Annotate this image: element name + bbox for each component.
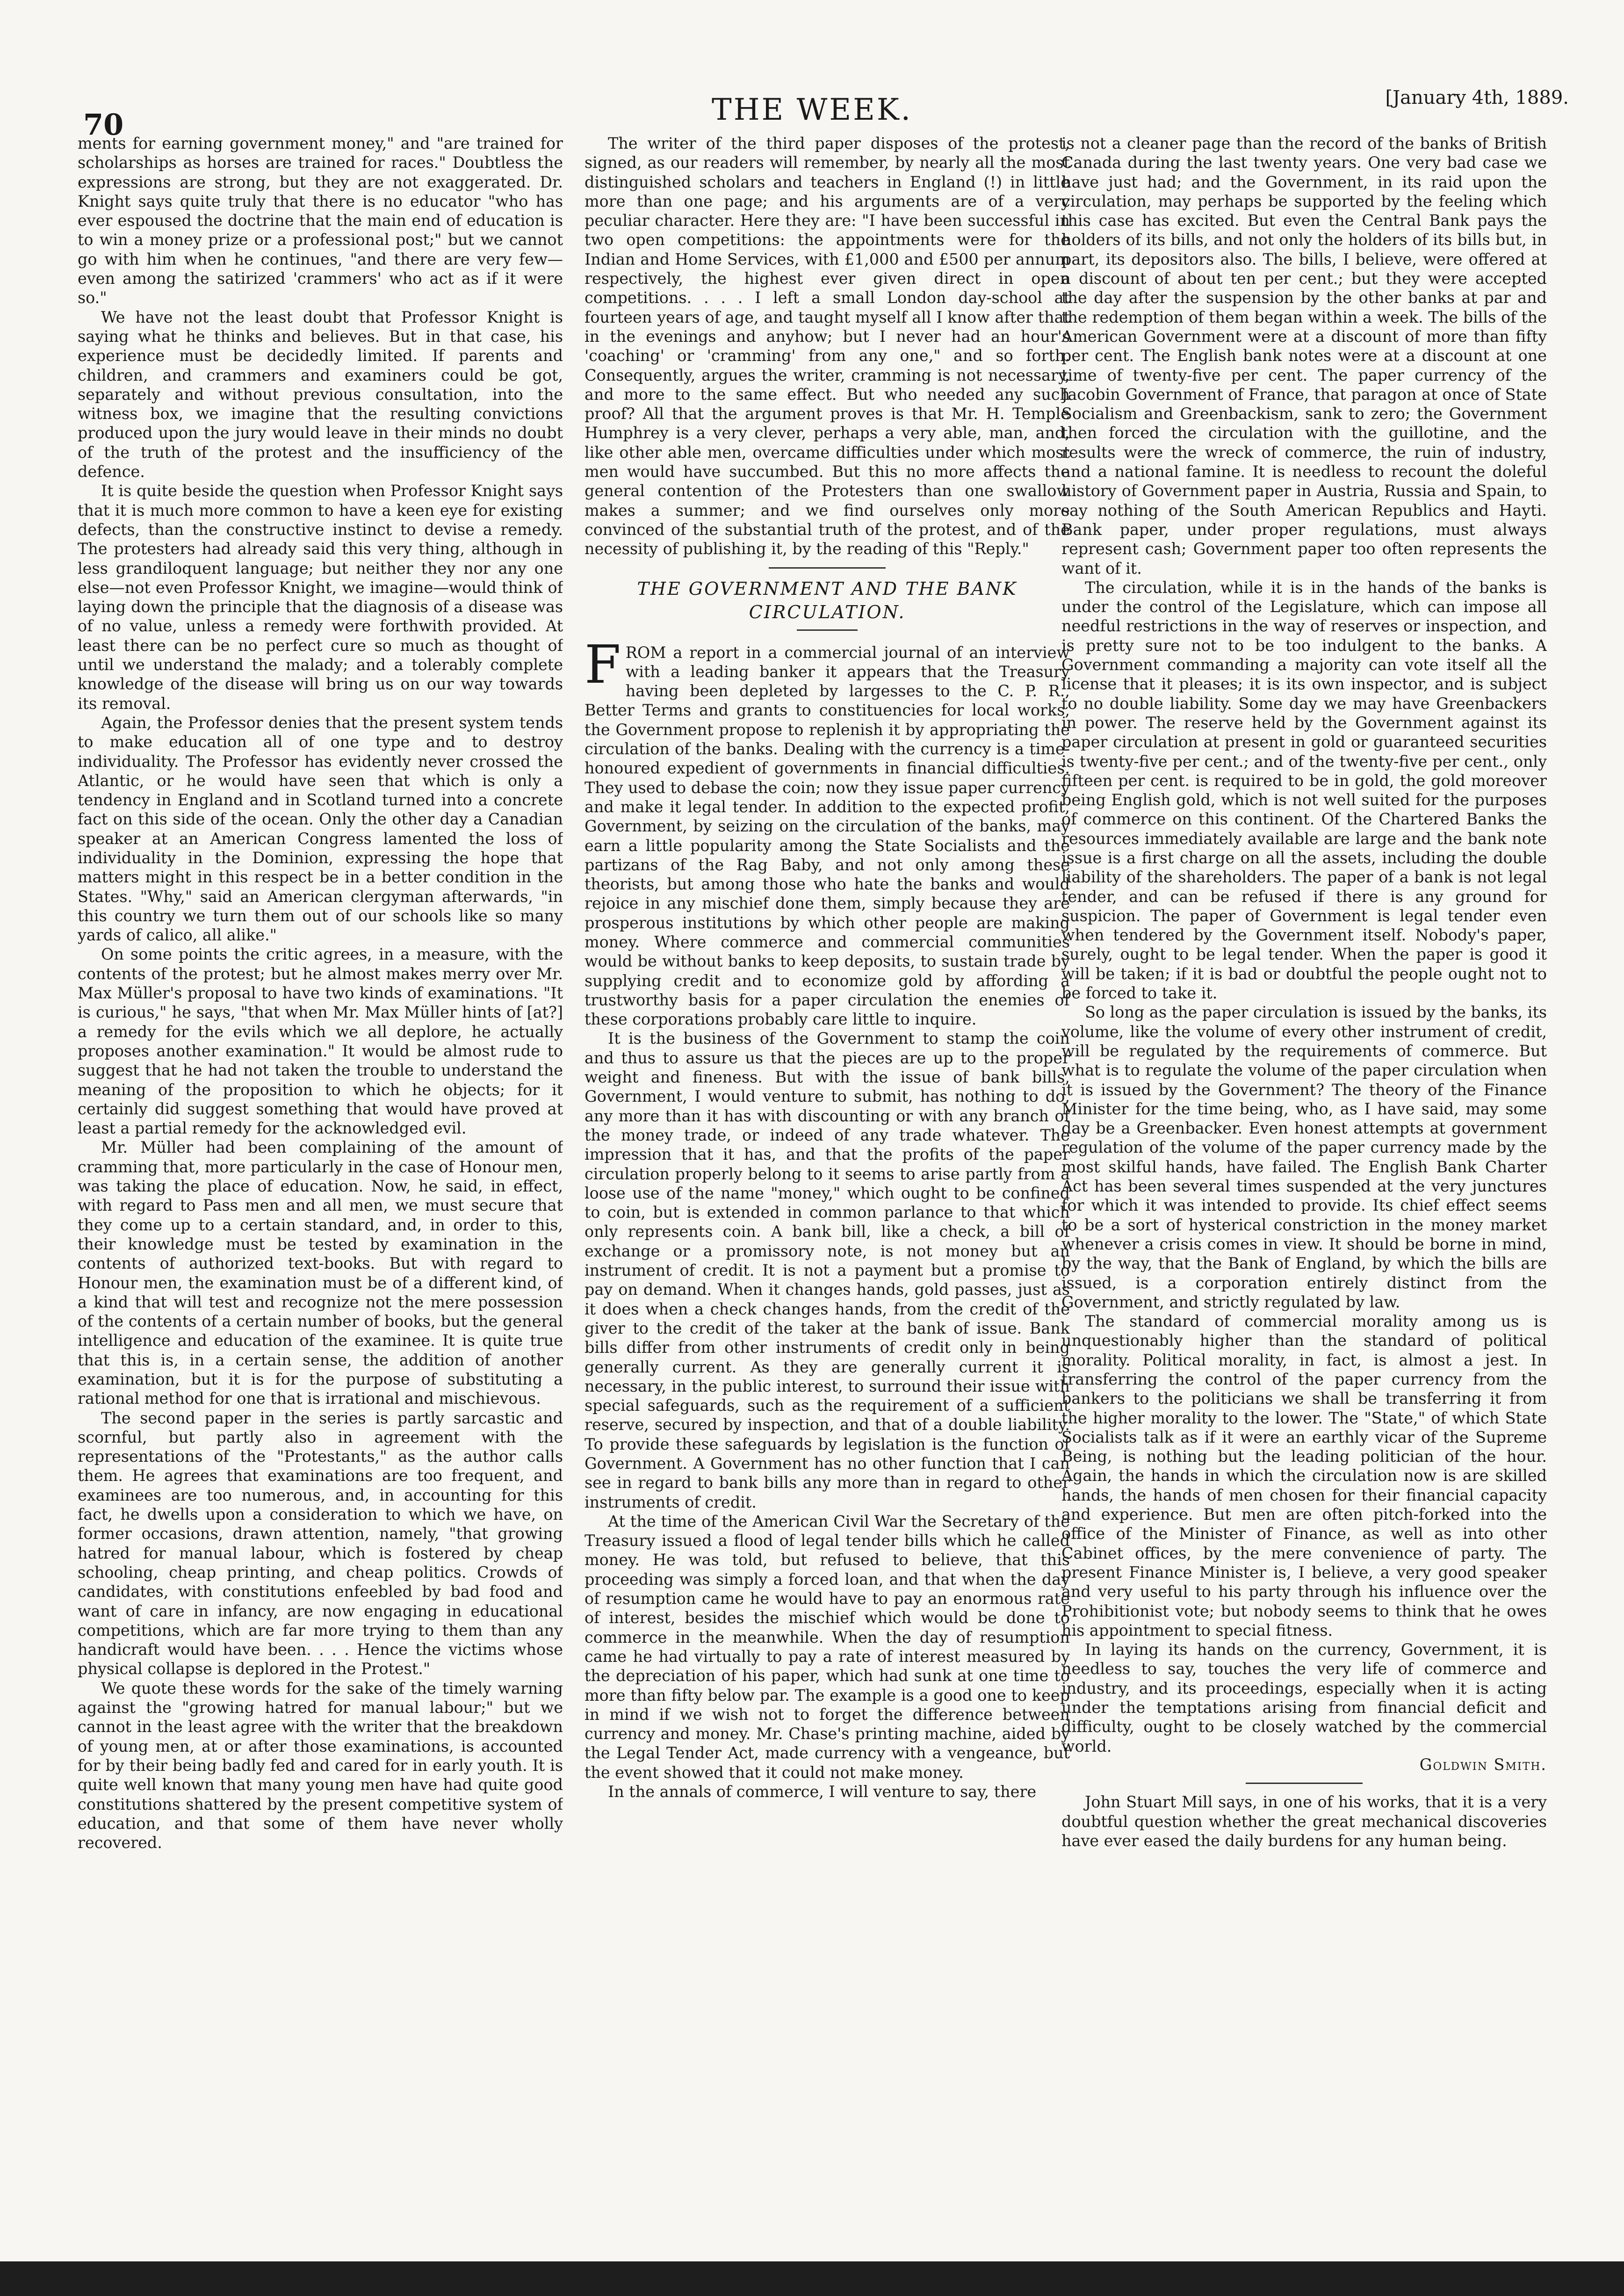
paragraph: At the time of the American Civil War the Secretary of the Treasury issued a flood of legal tender bills which he called money. He was told, but refused to believe, that this proceeding was simply a forced loan, and that when the day of resumption came he would have to pay an enormous rate of interest, besides the mischief which would be done to commerce in the meanwhile. When the day of resumption came he had virtually to pay a rate of interest measured by the depreciation of his paper, which had sunk at one time to more than fifty below par. The example is a good one to keep in mind if we wish not to forget the difference between currency and money. Mr. Chase's printing machine, aided by the Legal Tender Act, made currency with a vengeance, but the event showed that it could not make money.: [585, 1512, 1070, 1782]
paragraph: The circulation, while it is in the hands of the banks is under the control of the Legislature, which can impose all needful restrictions in the way of reserves or inspection, and is pretty sure not to be too indulgent to the banks. A Government commanding a majority can vote itself all the license that it pleases; it is its own inspector, and is subject to no double liability. Some day we may have Greenbackers in power. The reserve held by the Government against its paper circulation at present in gold or guaranteed securities is twenty-five per cent.; and of the twenty-five per cent., only fifteen per cent. is required to be in gold, the gold moreover being English gold, which is not well suited for the purposes of commerce on this continent. Of the Chartered Banks the resources immediately available are large and the bank note issue is a first charge on all the assets, including the double liability of the shareholders. The paper of a bank is not legal tender, and can be refused if there is any ground for suspicion. The paper of Government is legal tender even when tendered by the Government itself. Nobody's paper, surely, ought to be legal tender. When the paper is good it will be taken; if it is bad or doubtful the people ought not to be forced to take it.: [1061, 578, 1547, 1003]
paragraph: It is the business of the Government to stamp the coin and thus to assure us that the pieces are up to the proper weight and fineness. But with the issue of bank bills, Government, I would venture to submit, has nothing to do, any more than it has with discounting or with any branch of the money trade, or indeed of any trade whatever. The impression that it has, and that the profits of the paper circulation properly belong to it seems to arise partly from a loose use of the name "money," which ought to be confined to coin, but is extended in common parlance to that which only represents coin. A bank bill, like a check, a bill of exchange or a promissory note, is not money but an instrument of credit. It is not a payment but a promise to pay on demand. When it changes hands, gold passes, just as it does when a check changes hands, from the credit of the giver to the credit of the taker at the bank of issue. Bank bills differ from other instruments of credit only in being generally current. As they are generally current it is necessary, in the public interest, to surround their issue with special safeguards, such as the requirement of a sufficient reserve, secured by inspection, and that of a double liability. To provide these safeguards by legislation is the function of Government. A Government has no other function that I can see in regard to bank bills any more than in regard to other instruments of credit.: [585, 1029, 1070, 1511]
paragraph: We have not the least doubt that Professor Knight is saying what he thinks and believes. But in that case, his experience must be decidedly limited. If parents and children, and crammers and examiners could be got, separately and without previous consultation, into the witness box, we imagine that the resulting convictions produced upon the jury would leave in their minds no doubt of the truth of the protest and the insufficiency of the defence.: [78, 308, 563, 481]
issue-date: [January 4th, 1889.: [1385, 87, 1569, 108]
paragraph: is not a cleaner page than the record of the banks of British Canada during the last twenty years. One very bad case we have just had; and the Government, in its raid upon the circulation, may perhaps be supported by the feeling which this case has excited. But even the Central Bank pays the holders of its bills, and not only the holders of its bills but, in part, its depositors also. The bills, I believe, were offered at a discount of about ten per cent.; but they were accepted the day after the suspension by the other banks at par and the redemption of them began within a week. The bills of the American Government were at a discount of more than fifty per cent. The English bank notes were at a discount at one time of twenty-five per cent. The paper currency of the Jacobin Government of France, that paragon at once of State Socialism and Greenbackism, sank to zero; the Government then forced the circulation with the guillotine, and the results were the wreck of commerce, the ruin of industry, and a national famine. It is needless to recount the doleful history of Government paper in Austria, Russia and Spain, to say nothing of the South American Republics and Hayti. Bank paper, under proper regulations, must always represent cash; Government paper too often represents the want of it.: [1061, 134, 1547, 578]
page-number: 70: [83, 108, 124, 142]
paragraph: The standard of commercial morality among us is unquestionably higher than the standard of political morality. Political morality, in fact, is almost a jest. In transferring the control of the paper currency from the bankers to the politicians we shall be transferring it from the higher morality to the lower. The "State," of which State Socialists talk as if it were an earthly vicar of the Supreme Being, is nothing but the leading politician of the hour. Again, the hands in which the circulation now is are skilled hands, the hands of men chosen for their financial capacity and experience. But men are often pitch-forked into the office of the Minister of Finance, as well as into other Cabinet offices, by the mere convenience of party. The present Finance Minister is, I believe, a very good speaker and very useful to his party through his influence over the Prohibitionist vote; but nobody seems to think that he owes his appointment to special fitness.: [1061, 1312, 1547, 1639]
drop-cap: F: [585, 634, 621, 695]
section-divider: [1246, 1783, 1363, 1784]
paragraph: Mr. Müller had been complaining of the amount of cramming that, more particularly in the case of Honour men, was taking the place of education. Now, he said, in effect, with regard to Pass men and all men, we must secure that they come up to a certain standard, and, in order to this, their knowledge must be tested by examination in the contents of authorized text-books. But with regard to Honour men, the examination must be of a different kind, of a kind that will test and recognize not the mere possession of the contents of a certain number of books, but the general intelligence and education of the examinee. It is quite true that this is, in a certain sense, the addition of another examination, but it is for the purpose of substituting a rational method for one that is irrational and mischievous.: [78, 1138, 563, 1408]
article-title: THE GOVERNMENT AND THE BANK CIRCULATION.: [637, 578, 1018, 622]
scan-edge-band: [0, 2261, 1624, 2296]
paragraph: ments for earning government money," and "are trained for scholarships as horses are trained for races." Doubtless the expressions are strong, but they are not exaggerated. Dr. Knight says quite truly that there is no educator "who has ever espoused the doctrine that the main end of education is to win a money prize or a professional post;" but we cannot go with him when he continues, "and there are very few—even among the satirized 'crammers' who act as if it were so.": [78, 134, 563, 307]
page-header: [0, 0, 1624, 145]
paragraph: John Stuart Mill says, in one of his works, that it is a very doubtful question whether the great mechanical discoveries have ever eased the daily burdens for any human being.: [1061, 1793, 1547, 1850]
paragraph-text: ROM a report in a commercial journal of an interview with a leading banker it appears that the Treasury having been depleted by largesses to the C. P. R., Better Terms and grants to constituencies for local works, the Government propose to replenish it by appropriating the circulation of the banks. Dealing with the currency is a time-honoured expedient of governments in financial difficulties. They used to debase the coin; now they issue paper currency and make it legal tender. In addition to the expected profit, Government, by seizing on the circulation of the banks, may earn a little popularity among the State Socialists and the partizans of the Rag Baby, and not only among these theorists, but among those who hate the banks and would rejoice in any mischief done them, simply because they are prosperous institutions by which other people are making money. Where commerce and commercial communities would be without banks to keep deposits, to sustain trade by supplying credit and to economize gold by affording a trustworthy basis for a paper circulation the enemies of these corporations probably care little to inquire.: [585, 643, 1070, 1029]
text-column-middle: [585, 134, 1070, 2247]
paragraph: The writer of the third paper disposes of the protest, signed, as our readers will remember, by nearly all the most distinguished scholars and teachers in England (!) in little more than one page; and his arguments are of a very peculiar character. Here they are: "I have been successful in two open competitions: the appointments were for the Indian and Home Services, with £1,000 and £500 per annum respectively, the highest ever given direct in open competitions. . . . I left a small London day-school at fourteen years of age, and taught myself all I know after that in the evenings and anyhow; but I never had an hour's 'coaching' or 'cramming' from any one," and so forth. Consequently, argues the writer, cramming is not necessary, and more to the same effect. But who needed any such proof? All that the argument proves is that Mr. H. Temple Humphrey is a very clever, perhaps a very able, man, and, like other able men, overcame difficulties under which most men would have succumbed. But this no more affects the general contention of the Protesters than one swallow makes a summer; and we find ourselves only more convinced of the substantial truth of the protest, and of the necessity of publishing it, by the reading of this "Reply.": [585, 134, 1070, 558]
text-column-left: [78, 134, 563, 2247]
paragraph: In laying its hands on the currency, Government, it is needless to say, touches the very life of commerce and industry, and its proceedings, especially when it is acting under the temptations arising from financial deficit and difficulty, ought to be closely watched by the commercial world.: [1061, 1640, 1547, 1755]
paragraph: We quote these words for the sake of the timely warning against the "growing hatred for manual labour;" but we cannot in the least agree with the writer that the breakdown of young men, at or after those examinations, is accounted for by their being badly fed and cared for in early youth. It is quite well known that many young men have had quite good constitutions shattered by the present competitive system of education, and that some of them have never wholly recovered.: [78, 1679, 563, 1852]
journal-title: THE WEEK.: [712, 93, 912, 127]
paragraph: On some points the critic agrees, in a measure, with the contents of the protest; but he almost makes merry over Mr. Max Müller's proposal to have two kinds of examinations. "It is curious," he says, "that when Mr. Max Müller hints of [at?] a remedy for the evils which we all deplore, he actually proposes another examination." It would be almost rude to suggest that he had not taken the trouble to understand the meaning of the proposition to which he objects; for it certainly did suggest something that would have proved at least a partial remedy for the acknowledged evil.: [78, 945, 563, 1138]
text-column-right: [1061, 134, 1547, 2247]
paragraph: In the annals of commerce, I will venture to say, there: [608, 1783, 1037, 1801]
paragraph: The second paper in the series is partly sarcastic and scornful, but partly also in agreement with the representations of the "Protestants," as the author calls them. He agrees that examinations are too frequent, and examinees are too numerous, and, in accounting for this fact, he dwells upon a consideration to which we have, on former occasions, drawn attention, namely, "that growing hatred for manual labour, which is fostered by cheap schooling, cheap printing, and cheap politics. Crowds of candidates, with constitutions enfeebled by bad food and want of care in infancy, are now engaging in educational competitions, which are far more trying to them than any handicraft would have been. . . . Hence the victims whose physical collapse is deplored in the Protest.": [78, 1408, 563, 1678]
paragraph: Again, the Professor denies that the present system tends to make education all of one type and to destroy individuality. The Professor has evidently never crossed the Atlantic, or he would have seen that which is only a tendency in England and in Scotland turned into a concrete fact on this side of the ocean. Only the other day a Canadian speaker at an American Congress lamented the loss of individuality in the Dominion, expressing the hope that matters might in this respect be in a better condition in the States. "Why," said an American clergyman afterwards, "in this country we turn them out of our schools like so many yards of calico, all alike.": [78, 713, 563, 945]
author-signature: Goldwin Smith.: [1419, 1755, 1547, 1774]
title-underline: [797, 629, 858, 631]
article-opening-paragraph: [585, 634, 1070, 1029]
paragraph: It is quite beside the question when Professor Knight says that it is much more common to have a keen eye for existing defects, than the constructive instinct to devise a remedy. The protesters had already said this very thing, although in less grandiloquent language; but neither they nor any one else—not even Professor Knight, we imagine—would think of laying down the principle that the diagnosis of a disease was of no value, unless a remedy were forthwith provided. At least there can be no perfect cure so much as thought of until we understand the malady; and a tolerably complete knowledge of the disease will bring us on our way towards its removal.: [78, 482, 563, 713]
paragraph: So long as the paper circulation is issued by the banks, its volume, like the volume of every other instrument of credit, will be regulated by the requirements of commerce. But what is to regulate the volume of the paper circulation when it is issued by the Government? The theory of the Finance Minister for the time being, who, as I have said, may some day be a Greenbacker. Even honest attempts at government regulation of the volume of the paper currency made by the most skilful hands, have failed. The English Bank Charter Act has been several times suspended at the very junctures for which it was intended to provide. Its chief effect seems to be a sort of hysterical constriction in the money market whenever a crisis comes in view. It should be borne in mind, by the way, that the Bank of England, by which the bills are issued, is a corporation entirely distinct from the Government, and strictly regulated by law.: [1061, 1003, 1547, 1311]
section-divider: [769, 567, 886, 569]
